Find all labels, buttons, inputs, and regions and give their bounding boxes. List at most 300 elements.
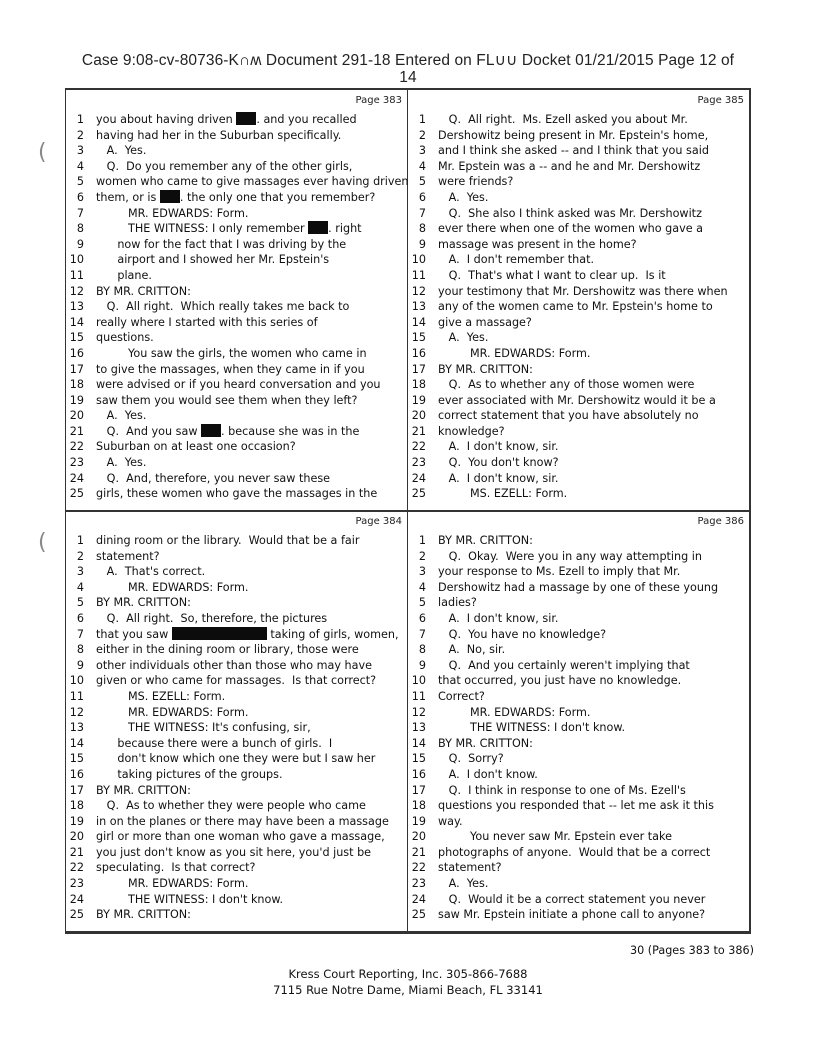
transcript-sheet	[65, 88, 751, 934]
line-number: 17	[411, 362, 426, 376]
transcript-line	[66, 190, 406, 206]
line-number: 13	[411, 300, 426, 314]
transcript-line	[408, 829, 748, 845]
transcript-line	[408, 221, 748, 237]
line-number: 11	[69, 268, 84, 282]
line-text: either in the dining room or library, those were	[96, 643, 359, 657]
line-number: 16	[69, 346, 84, 360]
transcript-line	[408, 424, 748, 440]
transcript-line	[408, 112, 748, 128]
line-number: 16	[411, 346, 426, 360]
line-text: Dershowitz had a massage by one of these young	[438, 580, 719, 594]
transcript-line	[408, 860, 748, 876]
line-number: 17	[69, 783, 84, 797]
line-number: 6	[418, 190, 426, 204]
transcript-line	[408, 284, 748, 300]
line-text: to give the massages, when they came in if you	[96, 362, 365, 376]
line-text: BY MR. CRITTON:	[438, 534, 533, 547]
line-text: A. Yes.	[96, 144, 147, 158]
transcript-page	[66, 90, 409, 510]
line-number: 1	[418, 113, 426, 126]
line-text: Q. All right. So, therefore, the pictures	[96, 611, 328, 625]
line-text: don't know which one they were but I saw her	[96, 752, 376, 766]
transcript-line	[66, 720, 406, 736]
transcript-page	[408, 90, 748, 510]
transcript-line	[66, 284, 406, 300]
line-number: 12	[411, 705, 426, 719]
line-number: 19	[69, 814, 84, 828]
reporter-address: 7115 Rue Notre Dame, Miami Beach, FL 33141	[273, 983, 543, 997]
line-text: plane.	[96, 268, 152, 282]
line-number: 9	[418, 237, 426, 251]
case-header-line: Case 9:08-cv-80736-K∩ʍ Document 291-18 Entered on FL∪∪ Docket 01/21/2015 Page 12 of	[81, 52, 735, 69]
line-number: 3	[76, 144, 84, 158]
transcript-line	[408, 330, 748, 346]
transcript-line	[408, 408, 748, 424]
transcript-line	[408, 720, 748, 736]
line-number: 3	[418, 144, 426, 158]
transcript-line	[408, 533, 748, 549]
line-text: were friends?	[438, 175, 514, 189]
line-number: 20	[411, 830, 426, 844]
line-text: Q. You have no knowledge?	[438, 627, 607, 641]
line-number: 11	[411, 689, 426, 703]
transcript-line	[408, 128, 748, 144]
line-text: A. Yes.	[96, 409, 147, 423]
transcript-line	[66, 689, 406, 705]
line-text: were advised or if you heard conversation and you	[96, 378, 381, 392]
line-text: them, or is . the only one that you remember?	[96, 190, 376, 204]
line-text: THE WITNESS: I don't know.	[96, 892, 284, 906]
transcript-line	[66, 346, 406, 362]
transcript-line	[66, 595, 406, 611]
transcript-line	[408, 455, 748, 471]
transcript-line	[408, 907, 748, 923]
line-text: way.	[438, 814, 463, 828]
transcript-line	[66, 424, 406, 440]
line-text: speculating. Is that correct?	[96, 861, 256, 875]
line-text: airport and I showed her Mr. Epstein's	[96, 253, 330, 267]
line-number: 24	[69, 892, 84, 906]
transcript-lines	[408, 533, 748, 923]
line-text: MS. EZELL: Form.	[96, 689, 226, 703]
line-text: correct statement that you have absolutely no	[438, 409, 699, 423]
line-number: 14	[69, 736, 84, 750]
line-text: Q. Would it be a correct statement you never	[438, 892, 706, 906]
transcript-line	[66, 642, 406, 658]
transcript-line	[66, 783, 406, 799]
transcript-line	[66, 907, 406, 923]
transcript-line	[408, 268, 748, 284]
transcript-line	[66, 736, 406, 752]
case-header-page-total: 14	[399, 69, 417, 86]
line-text: questions you responded that -- let me ask it this	[438, 799, 714, 813]
transcript-line	[66, 549, 406, 565]
line-number: 3	[76, 565, 84, 579]
line-number: 2	[76, 128, 84, 142]
transcript-line	[66, 252, 406, 268]
transcript-line	[66, 439, 406, 455]
transcript-line	[66, 268, 406, 284]
transcript-line	[408, 892, 748, 908]
line-text: you just don't know as you sit here, you'd just be	[96, 845, 372, 859]
line-number: 1	[76, 534, 84, 547]
line-text: Q. As to whether any of those women were	[438, 378, 695, 392]
transcript-line	[408, 642, 748, 658]
transcript-line	[66, 315, 406, 331]
line-number: 20	[411, 409, 426, 423]
line-number: 20	[69, 830, 84, 844]
line-text: Q. Do you remember any of the other girls,	[96, 159, 353, 173]
line-text: statement?	[96, 549, 160, 563]
line-text: MR. EDWARDS: Form.	[96, 705, 249, 719]
line-text: women who came to give massages ever having driven	[96, 175, 409, 189]
transcript-line	[408, 206, 748, 222]
transcript-line	[408, 346, 748, 362]
transcript-line	[408, 798, 748, 814]
line-number: 20	[69, 409, 84, 423]
transcript-line	[408, 876, 748, 892]
line-number: 1	[76, 113, 84, 126]
transcript-line	[66, 705, 406, 721]
line-text: Q. Okay. Were you in any way attempting in	[438, 549, 702, 563]
line-text: A. I don't know.	[438, 767, 538, 781]
page-number-label: Page 383	[355, 95, 402, 106]
line-text: BY MR. CRITTON:	[438, 362, 533, 376]
line-number: 23	[69, 877, 84, 891]
transcript-line	[408, 627, 748, 643]
line-number: 23	[69, 456, 84, 470]
line-text: given or who came for massages. Is that correct?	[96, 674, 377, 688]
transcript-line	[66, 206, 406, 222]
transcript-lines	[66, 112, 409, 502]
transcript-line	[66, 393, 406, 409]
line-number: 13	[69, 721, 84, 735]
line-number: 11	[69, 689, 84, 703]
line-text: Q. I think in response to one of Ms. Ezell's	[438, 783, 686, 797]
transcript-line	[408, 362, 748, 378]
page-number-label: Page 384	[355, 516, 402, 527]
line-number: 13	[411, 721, 426, 735]
line-text: ever associated with Mr. Dershowitz would it be a	[438, 393, 716, 407]
line-number: 15	[69, 331, 84, 345]
reporter-company: Kress Court Reporting, Inc. 305-866-7688	[288, 967, 528, 981]
line-text: A. Yes.	[438, 877, 489, 891]
line-text: BY MR. CRITTON:	[96, 596, 191, 610]
transcript-lines	[66, 533, 406, 923]
line-number: 19	[411, 393, 426, 407]
line-text: your testimony that Mr. Dershowitz was there when	[438, 284, 728, 298]
transcript-line	[408, 814, 748, 830]
line-text: MS. EZELL: Form.	[438, 487, 568, 501]
line-number: 10	[69, 674, 84, 688]
margin-mark-icon: (	[38, 530, 47, 555]
line-text: because there were a bunch of girls. I	[96, 736, 333, 750]
transcript-line	[408, 611, 748, 627]
line-text: Suburban on at least one occasion?	[96, 440, 296, 454]
transcript-line	[408, 705, 748, 721]
line-text: MR. EDWARDS: Form.	[96, 877, 249, 891]
line-number: 7	[418, 627, 426, 641]
line-number: 18	[69, 378, 84, 392]
line-text: BY MR. CRITTON:	[96, 783, 191, 797]
line-number: 21	[411, 845, 426, 859]
line-text: A. No, sir.	[438, 643, 506, 657]
line-number: 25	[411, 908, 426, 922]
transcript-line	[408, 736, 748, 752]
line-number: 13	[69, 300, 84, 314]
line-text: questions.	[96, 331, 154, 345]
transcript-line	[66, 658, 406, 674]
line-text: ladies?	[438, 596, 477, 610]
margin-mark-icon: (	[38, 140, 47, 165]
transcript-line	[66, 174, 409, 190]
line-text: any of the women came to Mr. Epstein's home to	[438, 300, 713, 314]
redaction-box	[236, 112, 256, 125]
line-number: 24	[411, 892, 426, 906]
line-number: 7	[418, 206, 426, 220]
page-range-summary: 30 (Pages 383 to 386)	[629, 944, 754, 957]
line-text: Q. All right. Ms. Ezell asked you about Mr.	[438, 113, 688, 126]
line-number: 5	[76, 175, 84, 189]
line-text: Q. And you certainly weren't implying that	[438, 658, 690, 672]
transcript-line	[66, 814, 406, 830]
transcript-line	[66, 455, 406, 471]
line-text: A. I don't remember that.	[438, 253, 595, 267]
line-number: 4	[418, 159, 426, 173]
transcript-line	[66, 362, 406, 378]
transcript-line	[66, 408, 406, 424]
line-text: A. I don't know, sir.	[438, 471, 559, 485]
line-text: Q. That's what I want to clear up. Is it	[438, 268, 666, 282]
line-number: 18	[411, 378, 426, 392]
line-text: that occurred, you just have no knowledge.	[438, 674, 682, 688]
line-text: in on the planes or there may have been a massage	[96, 814, 389, 828]
transcript-line	[408, 190, 748, 206]
transcript-page	[66, 511, 406, 931]
line-text: THE WITNESS: It's confusing, sir,	[96, 721, 311, 735]
transcript-line	[66, 845, 406, 861]
line-number: 10	[411, 253, 426, 267]
line-text: Q. She also I think asked was Mr. Dershowitz	[438, 206, 702, 220]
line-number: 2	[76, 549, 84, 563]
line-text: other individuals other than those who may have	[96, 658, 372, 672]
line-text: really where I started with this series of	[96, 315, 318, 329]
line-number: 8	[418, 643, 426, 657]
transcript-line	[408, 252, 748, 268]
line-number: 19	[411, 814, 426, 828]
line-number: 16	[69, 767, 84, 781]
transcript-line	[66, 486, 406, 502]
line-text: BY MR. CRITTON:	[96, 908, 191, 922]
line-text: BY MR. CRITTON:	[438, 736, 533, 750]
reporter-footer	[0, 966, 816, 998]
line-text: MR. EDWARDS: Form.	[96, 580, 249, 594]
line-number: 15	[411, 752, 426, 766]
line-text: You never saw Mr. Epstein ever take	[438, 830, 672, 844]
transcript-line	[66, 580, 406, 596]
line-text: A. Yes.	[438, 331, 489, 345]
line-text: MR. EDWARDS: Form.	[438, 705, 591, 719]
page-number-label: Page 385	[697, 95, 744, 106]
line-number: 23	[411, 456, 426, 470]
transcript-line	[408, 377, 748, 393]
line-number: 15	[411, 331, 426, 345]
line-text: having had her in the Suburban specifically.	[96, 128, 342, 142]
line-number: 5	[418, 596, 426, 610]
line-number: 24	[69, 471, 84, 485]
transcript-line	[66, 798, 406, 814]
line-number: 10	[411, 674, 426, 688]
transcript-line	[66, 829, 406, 845]
line-number: 14	[69, 315, 84, 329]
line-text: photographs of anyone. Would that be a correct	[438, 845, 711, 859]
line-number: 12	[411, 284, 426, 298]
line-text: A. Yes.	[438, 190, 489, 204]
line-number: 22	[411, 440, 426, 454]
transcript-line	[408, 471, 748, 487]
redaction-box	[308, 221, 328, 234]
line-text: you about having driven . and you recalled	[96, 113, 357, 126]
line-text: A. Yes.	[96, 456, 147, 470]
transcript-line	[408, 299, 748, 315]
redaction-box	[160, 190, 180, 203]
transcript-line	[408, 549, 748, 565]
line-text: THE WITNESS: I only remember . right	[96, 222, 362, 236]
transcript-line	[408, 315, 748, 331]
line-number: 2	[418, 549, 426, 563]
line-text: statement?	[438, 861, 502, 875]
line-number: 6	[76, 611, 84, 625]
transcript-line	[408, 174, 748, 190]
line-text: and I think she asked -- and I think that you said	[438, 144, 709, 158]
line-number: 6	[418, 611, 426, 625]
line-number: 23	[411, 877, 426, 891]
line-number: 5	[418, 175, 426, 189]
transcript-line	[66, 876, 406, 892]
document-header	[60, 52, 756, 86]
line-text: A. That's correct.	[96, 565, 206, 579]
line-text: Mr. Epstein was a -- and he and Mr. Dershowitz	[438, 159, 701, 173]
line-number: 8	[76, 643, 84, 657]
line-number: 3	[418, 565, 426, 579]
line-number: 25	[411, 487, 426, 501]
transcript-line	[66, 751, 406, 767]
transcript-line	[66, 221, 406, 237]
line-number: 9	[76, 237, 84, 251]
line-text: girls, these women who gave the massages in the	[96, 487, 378, 501]
line-number: 7	[76, 627, 84, 641]
transcript-line	[66, 143, 406, 159]
transcript-line	[66, 627, 406, 643]
line-number: 22	[411, 861, 426, 875]
line-number: 17	[69, 362, 84, 376]
line-number: 21	[69, 845, 84, 859]
transcript-line	[66, 860, 406, 876]
line-number: 12	[69, 284, 84, 298]
line-number: 8	[418, 222, 426, 236]
transcript-line	[66, 330, 406, 346]
line-number: 14	[411, 315, 426, 329]
line-number: 21	[411, 424, 426, 438]
transcript-line	[66, 377, 406, 393]
transcript-line	[408, 486, 748, 502]
line-text: dining room or the library. Would that be a fair	[96, 534, 360, 547]
transcript-line	[408, 143, 748, 159]
transcript-lines	[408, 112, 748, 502]
redaction-box	[201, 424, 221, 437]
transcript-line	[408, 564, 748, 580]
line-number: 9	[76, 658, 84, 672]
transcript-line	[66, 112, 406, 128]
line-text: A. I don't know, sir.	[438, 611, 559, 625]
line-number: 2	[418, 128, 426, 142]
line-text: now for the fact that I was driving by the	[96, 237, 347, 251]
line-number: 25	[69, 487, 84, 501]
line-number: 11	[411, 268, 426, 282]
line-text: give a massage?	[438, 315, 532, 329]
transcript-line	[408, 439, 748, 455]
line-number: 18	[411, 799, 426, 813]
transcript-line	[408, 783, 748, 799]
line-number: 4	[418, 580, 426, 594]
line-text: massage was present in the home?	[438, 237, 637, 251]
line-text: your response to Ms. Ezell to imply that Mr.	[438, 565, 681, 579]
line-number: 7	[76, 206, 84, 220]
line-number: 4	[76, 580, 84, 594]
line-text: You saw the girls, the women who came in	[96, 346, 367, 360]
line-text: Q. And, therefore, you never saw these	[96, 471, 331, 485]
line-number: 19	[69, 393, 84, 407]
transcript-line	[66, 299, 406, 315]
transcript-line	[408, 658, 748, 674]
line-number: 12	[69, 705, 84, 719]
line-text: knowledge?	[438, 424, 505, 438]
line-text: ever there when one of the women who gave a	[438, 222, 704, 236]
line-number: 24	[411, 471, 426, 485]
transcript-line	[66, 611, 406, 627]
line-text: MR. EDWARDS: Form.	[96, 206, 249, 220]
transcript-line	[408, 845, 748, 861]
line-number: 15	[69, 752, 84, 766]
page-number-label: Page 386	[697, 516, 744, 527]
transcript-line	[408, 767, 748, 783]
line-text: Q. All right. Which really takes me back to	[96, 300, 350, 314]
line-text: A. I don't know, sir.	[438, 440, 559, 454]
transcript-line	[408, 159, 748, 175]
line-number: 25	[69, 908, 84, 922]
transcript-line	[66, 892, 406, 908]
transcript-page	[408, 511, 748, 931]
line-number: 4	[76, 159, 84, 173]
line-text: saw them you would see them when they left?	[96, 393, 358, 407]
line-text: taking pictures of the groups.	[96, 767, 283, 781]
line-text: Q. As to whether they were people who came	[96, 799, 366, 813]
transcript-line	[408, 673, 748, 689]
line-text: Correct?	[438, 689, 485, 703]
line-text: MR. EDWARDS: Form.	[438, 346, 591, 360]
line-text: Q. And you saw . because she was in the	[96, 424, 360, 438]
transcript-line	[66, 564, 406, 580]
transcript-line	[408, 237, 748, 253]
transcript-line	[66, 767, 406, 783]
redaction-box	[172, 627, 267, 640]
line-number: 16	[411, 767, 426, 781]
transcript-line	[66, 159, 406, 175]
line-number: 1	[418, 534, 426, 547]
line-number: 22	[69, 861, 84, 875]
line-text: saw Mr. Epstein initiate a phone call to anyone?	[438, 908, 706, 922]
